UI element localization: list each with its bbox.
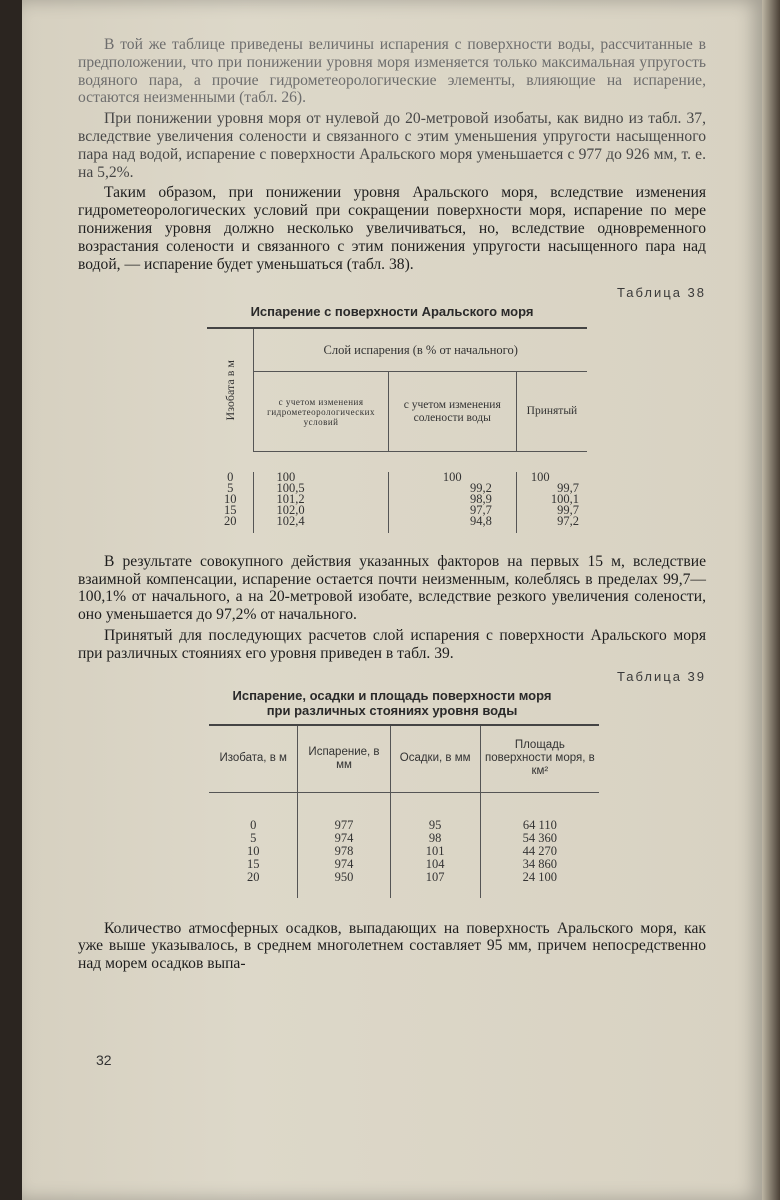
paragraph-6: Количество атмосферных осадков, выпадающих на поверхность Аральского моря, как уже выше указывалось, в среднем многолетнем составляет 95 мм, причем непосредственно над морем осадков выпа- [78,919,706,973]
t38-row: 10 101,2 98,9 100,1 [207,494,587,505]
t39-header-area: Площадь поверхности моря, в км² [480,725,599,793]
table39-caption [78,688,706,718]
t39-header-precipitation: Осадки, в мм [390,725,480,793]
table-38 [207,327,587,533]
t39-header-evaporation: Испарение, в мм [298,725,390,793]
t39-row: 20 950 107 24 100 [209,871,599,884]
table-39 [209,724,599,898]
t38-row: 5 100,5 99,2 99,7 [207,483,587,494]
t38-header-group: Слой испарения (в % от начального) [254,328,587,372]
paragraph-5: Принятый для последующих расчетов слой испарения с поверхности Аральского моря при различных стояниях его уровня приведен в табл. 39. [78,627,706,662]
t39-row: 0 977 95 64 110 [209,819,599,832]
page-number: 32 [96,1052,112,1068]
table38-number: Таблица 38 [616,285,706,301]
t38-row: 15 102,0 97,7 99,7 [207,505,587,516]
t38-header-col-b: с учетом изменения солености воды [388,372,516,452]
table39-caption-line1: Испарение, осадки и площадь поверхности моря [232,687,552,703]
paragraph-3: Таким образом, при понижении уровня Аральского моря, вследствие изменения гидрометеорологических условий при сокращении поверхности моря, испарение по мере понижения уровня должно несколько увеличиваться, но, вследствие одновременного возрастания солености и связанного с этим понижения упругости насыщенного пара над водой, — испарение будет уменьшаться (табл. 38). [78,184,706,273]
t39-row: 5 974 98 54 360 [209,832,599,845]
t39-row: 10 978 101 44 270 [209,845,599,858]
t39-row: 15 974 104 34 860 [209,858,599,871]
t38-row: 20 102,4 94,8 97,2 [207,516,587,527]
paragraph-4: В результате совокупного действия указанных факторов на первых 15 м, вследствие взаимной компенсации, испарение остается почти неизменным, колеблясь в пределах 99,7—100,1% от начального, а на 20-метровой изобате, вследствие резкого увеличения солености, оно уменьшается до 97,2% от начального. [78,552,706,624]
paragraph-2: При понижении уровня моря от нулевой до 20-метровой изобаты, как видно из табл. 37, вследствие увеличения солености и связанного с этим уменьшения упругости насыщенного пара над водой, испарение с поверхности Аральского моря уменьшается с 977 до 926 мм, т. е. на 5,2%. [78,110,706,181]
table39-caption-line2: при различных стояниях уровня воды [266,702,518,718]
page-content [78,36,706,973]
t38-row: 0 100 100 100 [207,472,587,483]
paragraph-1: В той же таблице приведены величины испарения с поверхности воды, рассчитанные в предположении, что при понижении уровня моря изменяется только максимальная упругость водяного пара, а прочие гидрометеорологические элементы, влияющие на испарение, остаются неизменными (табл. 26). [78,36,706,107]
t39-header-isobath: Изобата, в м [209,725,298,793]
page-edge [762,0,780,1200]
t38-header-col-a: с учетом изменения гидрометеорологических условий [254,372,388,452]
table39-number: Таблица 39 [616,668,706,684]
t38-header-col-c: Принятый [516,372,587,452]
table38-caption: Испарение с поверхности Аральского моря [250,304,534,320]
t38-header-isobath: Изобата в м [207,328,254,451]
